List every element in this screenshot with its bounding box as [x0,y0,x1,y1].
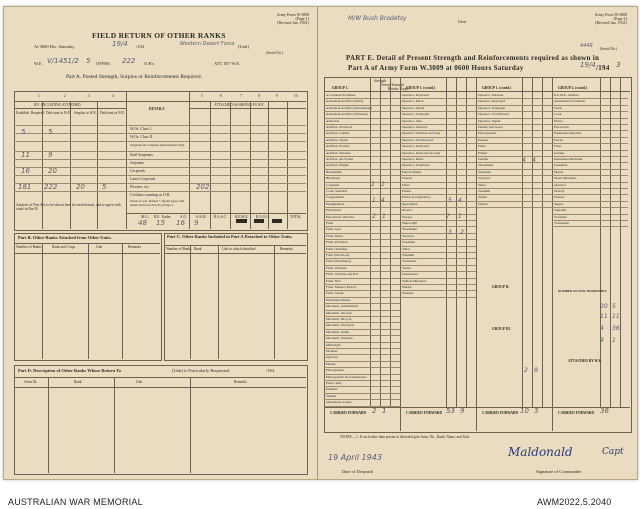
total-value: 53 [446,407,455,415]
hw-value: 3 [448,229,452,236]
trade-row-label: Armourer [326,118,340,123]
hw-value: 4 [381,197,385,204]
hw-value: 9 [48,151,53,159]
trade-row-label: Operator, Wireless [478,93,504,97]
trade-row-label: R.E.M.E. Artificer [554,93,580,97]
trade-row-label: Vehicle Mechanic [402,278,427,283]
trade-row-label: Artificer, Engine [326,163,349,168]
col-number: 8 [258,94,260,98]
date-line-prefix: At 0600 Hrs. Saturday [34,44,75,49]
row-rule [324,220,400,221]
trade-row-label: Operator [554,182,567,187]
col-heading: Rank [74,380,82,384]
group3-heading: GROUP III. [492,327,511,331]
mid-heading: R.A.S.C. [214,215,227,219]
trade-row-label: Sheetmetal worker [326,400,352,405]
serial-handwritten: 4449 [580,43,593,49]
hw-value: 9 [534,367,538,374]
total-value: 3 [534,407,539,415]
col-heading: Unit [96,245,103,249]
trade-row-label: Pattern Maker [402,169,422,174]
mid-heading: R.E. Trades [154,215,171,219]
part-e-title-2: Part A of Army Form W.3009 at 0600 Hours Saturday [348,64,524,72]
col-heading: Deficient in W.E. [100,111,125,115]
carried-forward-label: CARRIED FORWARD [558,411,595,415]
hw-value: 5 [102,183,107,191]
year-handwritten: 3 [616,61,621,69]
trade-row-label: Motor Mechanic [554,176,577,181]
row-rule [552,143,628,144]
mid-heading: R.A.O.C. [256,215,270,219]
hw-value: 2 [372,213,376,220]
col-heading: Unit to which detached [222,247,256,251]
row-label: Civilians counting as O.R. [130,193,171,197]
col-heading: Remarks [234,380,247,384]
hw-value: 16 [21,167,30,175]
trade-row-label: Turner [478,195,488,200]
trade-row-label: Fitter, Wireless and R.E. [326,272,360,277]
hw-value: 1 [612,337,616,344]
hw-value: 1 [382,213,386,220]
col-number: 5 [201,94,203,98]
col-number: 7 [240,94,242,98]
row-rule [476,194,552,195]
trade-row-label: Fitter, Motor [326,233,344,238]
trade-row-label: Quarrymen [402,201,418,206]
trade-row-label: Ammunition Examiner [554,99,586,104]
col-number: 6 [220,94,222,98]
hw-value: 5 [448,197,452,204]
trade-row-label: Operator, Radio [402,157,424,161]
row-label: Totals of cols. marked * should agree with details shown in Part B on Page 4 [130,199,185,207]
trade-row-label: Millwright [326,342,341,347]
part-d-year: /194 [266,368,275,373]
hw-value: 222 [44,183,58,191]
date-of-despatch-hw: 19 April 1943 [328,453,382,462]
trade-row-label: Fitter [554,144,562,149]
part-e-title-1: PART E. Detail of Present Strength and Reinforcements required as shown in [346,54,600,62]
col-heading: Rank and Corps [52,245,76,249]
trade-row-label: Surveyor [402,233,415,238]
trade-row-label: Carpenter [326,182,340,187]
col-number: 10 [294,94,298,98]
trade-row-label: Shoemaker [402,227,418,232]
hw-value: 1 [381,181,385,188]
row-label: W.Os. Class I. [130,127,152,131]
hw-value: 48 [138,219,147,227]
date-handwritten: 19/4 [112,40,128,48]
total-value: 1 [382,407,387,415]
trade-row-label: Electrician [326,208,341,213]
att-label: ATT. BY W.E. [214,61,241,66]
mid-heading: R.E.M.E. [235,215,249,219]
redaction-block [272,219,282,223]
trade-row-label: Toolmaker [402,259,417,264]
col-heading: Strength [374,79,387,83]
hw-value: 4 [600,325,604,332]
trade-row-label: Plater [402,182,410,187]
form-reference: Army Form W.3008 (Page 2) (Revised Jan. 1941) [594,12,627,25]
mid-heading: M.G. [141,215,149,219]
part-d-heading: Part D. Description of Other Ranks Whose Return To [18,368,121,373]
trade-row-label: Operator, Switchboard [402,137,433,142]
col-group-right: ATTACHED AS SHOWN IN W.E. [214,103,265,107]
trade-row-label: Moulder [326,349,338,353]
unit-handwritten: M/W Bush Brodetsy [348,15,407,22]
total-value: 9 [460,407,465,415]
trade-row-label: Operator, Signal [402,105,425,110]
mid-heading: TOTAL [290,215,302,219]
trade-row-label: Tinsmith [402,253,415,257]
form-reference: Army Form W.3008 (Page 1) (Revised Jan. 1941) [276,12,309,25]
trade-row-label: Welder [478,201,488,206]
col-heading: Surplus to W.E. [74,111,97,115]
trade-row-label: Riveter [402,208,412,213]
trade-row-label: Storeman [402,240,415,245]
col-heading: Remarks [280,247,293,251]
trade-row-label: Electrician [554,125,569,129]
trade-row-label: Artificer, Leather [326,131,350,136]
hw-value: 5 [48,128,53,136]
trade-row-label: Fitter (Electrical) [326,253,350,257]
trade-row-label: Artificer, Electric [326,144,350,149]
signature-suffix: Capt [602,447,624,457]
row-rule [400,265,476,266]
hw-value: 1 [458,213,462,220]
trade-row-label: Driver [554,118,563,123]
trade-row-label: Welder [402,285,412,289]
part-d-unit: (Unit) is Particularly Requested. [172,368,231,373]
col-heading: Number of Ranks [16,245,42,249]
trade-row-label: Instrument Mechanic [554,157,583,161]
attached-heading: ATTACHED BY W.E. [568,359,602,363]
trade-row-label: Storeman [554,214,567,219]
trade-row-label: Orderly [554,189,565,193]
hw-value: 4 [522,157,526,164]
part-a-heading: Part A. Posted Strength, Surplus or Reinforcements Required. [66,74,202,80]
trade-row-label: Fitter, Wireless [326,265,347,270]
trade-row-label: Operator, Telephone [402,163,430,168]
row-rule [476,150,552,151]
hw-value: 36 [612,325,620,332]
col-number: 1 [38,94,40,98]
footer-right: AWM2022.5.2040 [537,497,612,507]
trade-row-label: Fitter (Machinery) [326,259,352,264]
row-label: Privates, etc. [130,185,150,189]
unit-label: Unit [458,19,467,24]
col-heading: Number of Ranks [166,247,192,251]
we-handwritten: V/1451/2 [47,57,79,65]
trade-row-label: Plater [478,144,486,149]
notes: NOTES.—1. If such other than private is detached give Army No., Rank, Name, and Unit. [340,435,471,439]
col-number: 2 [64,94,66,98]
hw-value: 4 [458,197,462,204]
hw-value: 7 [446,213,450,220]
trade-row-label: Photographer [326,368,345,373]
right-page [318,7,637,479]
trade-row-label: Shoemaker [478,163,494,168]
offrs-handwritten: 5 [86,57,91,65]
trade-row-label: Operator, Wireless [402,125,428,129]
row-rule [552,111,628,112]
trade-row-label: Artificer, Signal [326,137,348,142]
hw-value: 2 [524,367,528,374]
row-rule [552,105,628,106]
trade-row-label: Fitter, Steam [326,291,344,296]
group-heading: GROUP 1. [332,86,349,90]
trade-row-label: Upholsterer [402,272,419,277]
part-d-table [14,365,308,475]
trade-row-label: Photographer [478,131,497,136]
ors-handwritten: 222 [122,57,136,65]
row-label: Corporals [130,169,145,173]
mid-heading: S.A.M. [196,215,207,219]
row-label: W.Os. Class II. [130,135,153,139]
date-handwritten: 19/4 [580,61,596,69]
footnote: Analysis of Part A is to be shown here for each branch, and to agree with totals in Part B. [16,203,121,211]
trade-row-label: Saddler [326,393,337,398]
trade-row-label: Mechanic, Electrical [326,323,355,328]
group-heading: GROUP 2. (contd.) [558,86,588,90]
trade-row-label: Operator, Mech. [402,99,425,104]
trade-row-label: Mechanic, Bicycle [326,317,352,321]
trade-row-label: Surveyor [478,176,491,181]
trade-row-label: Operator, Switchboard [478,112,509,117]
trade-row-label: Printer [478,150,488,155]
trade-row-label: Instrument Maker [326,297,351,302]
row-rule [476,143,552,144]
trade-row-label: Fitter, Gun [326,227,341,232]
trade-row-label: Farrier [554,137,564,142]
hw-value: 20 [600,303,608,310]
mid-heading: A.O. [180,215,187,219]
hw-value: 4 [532,157,536,164]
trade-row-label: Photographic Reconnaissance [326,374,367,379]
row-label: Serjeants [130,161,144,165]
non-tradesmen-heading: NUMBER OF NON-TRADESMEN [558,289,607,293]
redaction-block [236,219,247,223]
trade-row-label: Fitter, M.T. [326,278,342,283]
row-rule [552,226,628,227]
trade-row-label: Fitter, Precision [326,240,348,245]
group-heading: GROUP 1. (contd.) [482,86,512,90]
col-heading: Arms Dr. [24,380,38,384]
col-group-left: R.E. INCLUDING ATTACHED [34,103,81,107]
row-rule [400,297,476,298]
trade-row-label: Armament Artificer (Field) [326,99,363,104]
trade-row-label: Wheeler [402,291,414,296]
hw-value: 20 [76,183,85,191]
trade-row-label: Tailor [478,182,487,187]
document-sheet [3,6,638,480]
row-label: Lance Corporals [130,177,156,181]
hw-value: 202 [196,183,210,191]
hw-value: 16 [176,219,185,227]
row-label: Staff Sergeants [130,153,153,157]
col-heading: Establish. Required [16,111,45,115]
date-of-despatch-label: Date of Despatch [342,469,374,474]
total-value: 2 [372,407,377,415]
hw-value: 5 [21,128,26,136]
trade-row-label: Artificer, Wireless [326,150,351,155]
row-rule [552,137,628,138]
hw-value: 5 [612,303,616,310]
trade-row-label: Optician [326,355,338,360]
signature: Maldonald [508,445,573,459]
trade-row-label: Mechanic, Aircraft [326,310,352,315]
trade-row-label: Tailor [402,246,411,251]
row-rule [476,207,552,208]
trade-row-label: Tradesman [554,221,569,225]
trade-row-label: Operator, Wireless and Line [402,131,441,136]
trade-row-label: Mechanic, Wireless [326,336,353,341]
hw-value: 15 [156,219,165,227]
trade-row-label: Turner [402,265,412,270]
col-heading: Rank [194,247,202,251]
row-rule [324,406,400,407]
trade-row-label: Fitter, Marine (Motor) [326,285,357,289]
trade-row-label: Fitter (Turbine) [326,246,348,251]
row-label: Sergeants & Company Quartermaster Sgts. [130,143,185,147]
carried-forward-label: CARRIED FORWARD [330,411,367,415]
trade-row-label: Mechanic, Ammunition [326,304,359,309]
serial-label: (Serial No.) [266,51,283,55]
trade-row-label: Plater, Ship [326,381,342,385]
trade-row-label: Operator, Signal [478,118,501,123]
group2-heading: GROUP II. [492,285,510,289]
trade-row-label: Artificer, Air Frame [326,157,354,161]
unit-label: (Unit) [238,44,249,49]
trade-row-label: Plumber [326,387,338,392]
row-rule [400,188,476,189]
trade-row-label: Operator, Keyboard (Corps) [402,150,441,155]
footer-left: AUSTRALIAN WAR MEMORIAL [8,497,143,507]
hw-value: 1 [371,181,375,188]
trade-row-label: Gunner [554,150,565,155]
date-year: /194 [136,44,145,49]
trade-row-label: Signaller [554,208,567,213]
trade-row-label: Armament Artificer (Wireless) [326,112,368,117]
col-heading: Present Strength [380,83,404,87]
col-heading: Remarks [128,245,141,249]
trade-row-label: Equipment Repairer [554,131,582,136]
trade-row-label: Pioneer [402,176,413,181]
trade-row-label: Operator, Telegraph [478,105,506,110]
trade-row-label: Saddler [478,157,489,161]
part-c-heading: Part C. Other Ranks Included in Part A Detached to Other Units. [167,234,293,239]
trade-row-label: Blacksmith [326,169,342,174]
part-b-heading: Part B. Other Ranks Attached from Other Units. [18,235,112,240]
trade-row-label: Fitter [326,221,334,225]
col-number: 9 [276,94,278,98]
hw-value: 181 [18,183,32,191]
row-rule [400,246,476,247]
hw-value: 11 [21,151,30,159]
trade-row-label: Operator, Keyboard [402,93,429,97]
trade-row-label: Operator, Keyboard [478,99,505,104]
form-title: FIELD RETURN OF OTHER RANKS [92,31,226,40]
trade-row-label: Sapper [554,201,564,206]
col-heading: Deficient in W.E. [46,111,71,115]
date-year: /194 [596,64,610,72]
trade-row-label: Mason [554,169,564,174]
col-number: 3 [88,94,90,98]
col-heading: Reinfts. Reqd. [388,87,409,91]
trade-row-label: Pioneer [554,195,565,200]
trade-row-label: Printer [402,189,412,193]
hw-value: 1 [372,197,376,204]
group-heading: GROUP 1. (contd.) [406,86,436,90]
trade-row-label: Pioneer [478,137,489,142]
unit-handwritten: Western Desert Force [180,41,235,47]
trade-row-label: Sawyer [402,214,413,219]
trade-row-label: Artificer, Electrical [326,125,353,129]
hw-value: 9 [194,219,199,227]
carried-forward-label: CARRIED FORWARD [406,411,443,415]
left-page [4,7,318,479]
trade-row-label: Coppersmith [326,195,344,200]
we-label: W.E. [34,61,43,66]
trade-row-label: Operator, Telegraph [402,112,430,117]
trade-row-label: Cook [554,112,562,117]
trade-row-label: Armament Artificer (Instruments) [326,105,372,110]
trade-row-label: Operator, Keyboard [402,144,429,149]
trade-row-label: Printer (Compositor) [402,195,431,200]
trade-row-label: Painter [326,361,336,366]
trade-row-label: Linesman [554,163,568,168]
trade-row-label: Painter, Decorator [478,125,503,129]
row-rule [552,118,628,119]
ors-label: O.R's [144,61,154,66]
trade-row-label: Shipwright [402,221,418,225]
col-number: 4 [112,94,114,98]
trade-row-label: Tinsmith [478,189,491,193]
trade-row-label: Storeman [478,169,491,174]
hw-value: 9 [600,337,604,344]
trade-row-label: Accountant Examiner [326,93,356,97]
hw-value: 11 [612,313,620,320]
offrs-label: OFFRS. [96,61,111,66]
row-rule [552,169,628,170]
carried-forward-label: CARRIED FORWARD [482,411,519,415]
trade-row-label: Cook, Standard [326,189,348,193]
trade-row-label: Mechanic, Radio [326,329,350,334]
hw-value: 11 [600,313,608,320]
total-value: 10 [520,407,529,415]
row-rule [476,182,552,183]
hw-value: 20 [48,167,57,175]
redaction-block [254,219,264,223]
row-rule [400,182,476,183]
col-heading: Unit [136,380,143,384]
trade-row-label: Draughtsman [326,201,345,206]
trade-row-label: Bricklayer [326,176,341,181]
trade-row-label: Clerk [554,105,562,110]
signature-label: Signature of Commander [536,469,582,474]
details-heading: DETAILS [149,107,165,111]
hw-value: 2 [460,229,464,236]
total-value: 36 [600,407,609,415]
trade-row-label: Operator, Line [402,118,422,123]
trade-row-label: Electrician, Wireless [326,214,355,219]
serial-label: (Serial No.) [600,47,617,51]
